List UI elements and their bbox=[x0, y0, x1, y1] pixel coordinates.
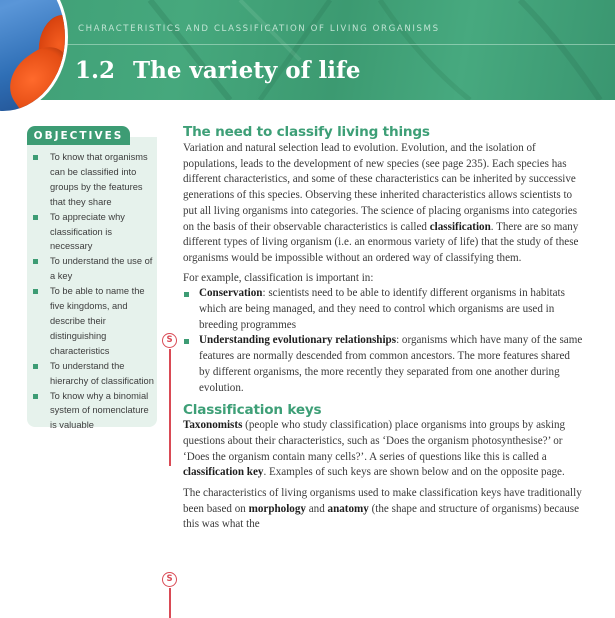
objective-item: To know why a binomial system of nomenclature is valuable bbox=[32, 389, 156, 434]
header-divider bbox=[0, 44, 615, 45]
butterfly-photo bbox=[0, 0, 68, 114]
supplement-marker-line bbox=[169, 349, 171, 466]
square-bullet-icon bbox=[33, 394, 38, 399]
importance-list bbox=[183, 286, 583, 396]
section-number: 1.2 bbox=[75, 57, 116, 84]
square-bullet-icon bbox=[33, 289, 38, 294]
paragraph-morphology: The characteristics of living organisms used to make classification keys have traditionally been based on morphology and anatomy (the shape and structure of organisms) because this was what the bbox=[183, 487, 582, 531]
square-bullet-icon bbox=[184, 292, 189, 297]
butterfly-wing-lower bbox=[0, 38, 68, 114]
objective-item: To appreciate why classification is necessary bbox=[32, 210, 156, 255]
square-bullet-icon bbox=[33, 364, 38, 369]
square-bullet-icon bbox=[33, 155, 38, 160]
square-bullet-icon bbox=[33, 259, 38, 264]
main-content bbox=[183, 124, 583, 533]
square-bullet-icon bbox=[184, 339, 189, 344]
paragraph-taxonomists: Taxonomists (people who study classification) place organisms into groups by asking questions about their characteristics, such as ‘Does the organism photosynthesise?’ or ‘Does the organism contain many cells?’. A series of questions like this is called a classification key. Examples of such keys are shown below and on the opposite page. bbox=[183, 419, 566, 479]
paragraph-intro: Variation and natural selection lead to evolution. Evolution, and the isolation of populations, leads to the development of new species (see page 235). Each species has different characteristics, and some of these characteristics can be inherited by successive generations of this species. Observing these inherited characteristics allows scientists to put all living organisms into categories. The science of placing organisms into categories on the basis of their observable characteristics is called classification. There are so many different types of living organism (i.e. an enormous variety of life) that the study of these organisms would be impossible without an ordered way of classifying them. bbox=[183, 142, 579, 264]
heading-need-to-classify: The need to classify living things bbox=[183, 124, 430, 140]
objective-item: To be able to name the five kingdoms, and describe their distinguishing characteristics bbox=[32, 284, 156, 359]
square-bullet-icon bbox=[33, 215, 38, 220]
list-item-conservation: Conservation: scientists need to be able to identify different organisms in habitats which are being managed, and they need to control which organisms are used in breeding programmes bbox=[183, 286, 583, 333]
paragraph-example-intro: For example, classification is important in: bbox=[183, 271, 374, 284]
objectives-list bbox=[32, 150, 156, 433]
supplement-marker-icon: S bbox=[162, 572, 177, 587]
chapter-title: CHARACTERISTICS AND CLASSIFICATION OF LIVING ORGANISMS bbox=[78, 24, 440, 34]
supplement-marker-icon: S bbox=[162, 333, 177, 348]
heading-classification-keys: Classification keys bbox=[183, 402, 322, 419]
objectives-label: OBJECTIVES bbox=[27, 126, 130, 145]
list-item-evolutionary-relationships: Understanding evolutionary relationships: organisms which have many of the same features are normally descended from common ancestors. The more features shared by different organisms, the more recently they separated from one another during evolution. bbox=[183, 333, 583, 396]
objective-item: To understand the use of a key bbox=[32, 254, 156, 284]
section-title bbox=[75, 57, 361, 84]
section-title-text: The variety of life bbox=[133, 57, 361, 84]
objective-item: To know that organisms can be classified into groups by the features that they share bbox=[32, 150, 156, 210]
supplement-marker-line bbox=[169, 588, 171, 618]
objective-item: To understand the hierarchy of classification bbox=[32, 359, 156, 389]
chapter-header-banner bbox=[0, 0, 615, 100]
leaf-vein-background bbox=[0, 0, 615, 100]
